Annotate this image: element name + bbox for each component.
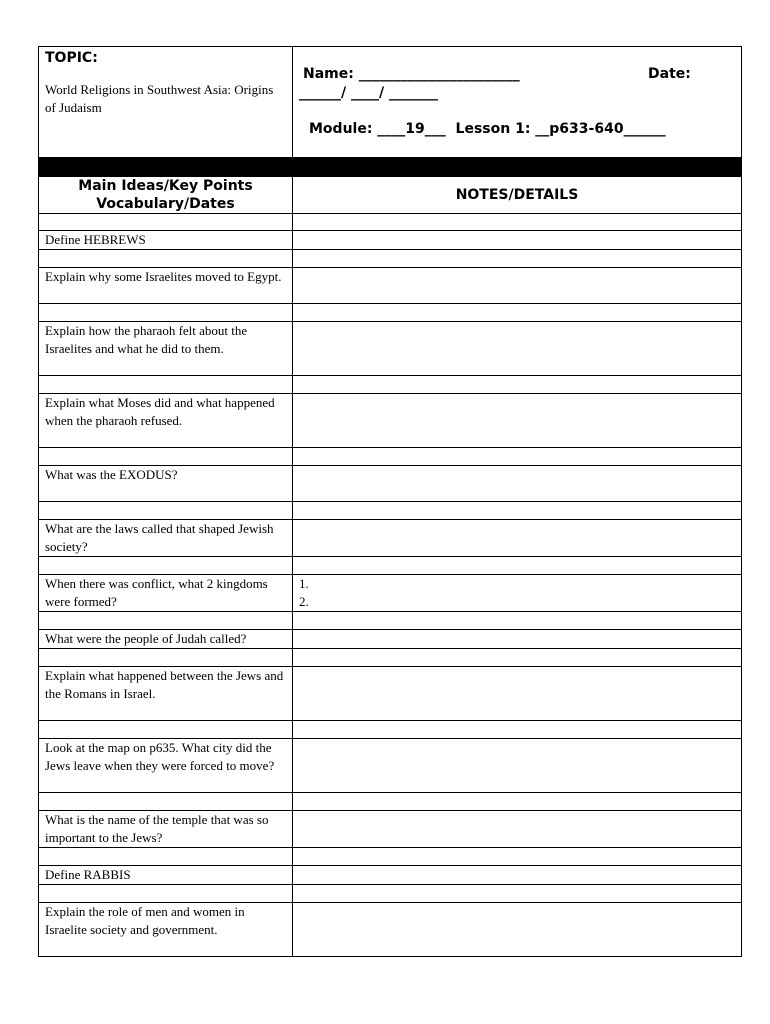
answer-cell[interactable] bbox=[293, 394, 742, 448]
notes-worksheet-table bbox=[38, 46, 742, 957]
question-text: What was the EXODUS? bbox=[39, 466, 293, 502]
question-row bbox=[39, 268, 742, 304]
question-rows bbox=[39, 214, 742, 957]
spacer-row bbox=[39, 250, 742, 268]
spacer-row bbox=[39, 214, 742, 231]
name-field[interactable]: Name: _______________________ bbox=[303, 66, 520, 82]
question-text: What is the name of the temple that was so important to the Jews? bbox=[39, 811, 293, 848]
question-row bbox=[39, 811, 742, 848]
spacer-row bbox=[39, 557, 742, 575]
answer-cell[interactable] bbox=[293, 231, 742, 250]
answer-cell[interactable] bbox=[293, 466, 742, 502]
question-text: Look at the map on p635. What city did the Jews leave when they were forced to move? bbox=[39, 739, 293, 793]
module-lesson-line: Module: ____19___ Lesson 1: __p633-640______ bbox=[309, 121, 666, 137]
question-text: Explain why some Israelites moved to Egypt. bbox=[39, 268, 293, 304]
topic-text: World Religions in Southwest Asia: Origins of Judaism bbox=[45, 82, 274, 115]
question-text: What were the people of Judah called? bbox=[39, 630, 293, 649]
answer-cell[interactable] bbox=[293, 739, 742, 793]
spacer-row bbox=[39, 376, 742, 394]
answer-cell[interactable] bbox=[293, 903, 742, 957]
question-text: Define RABBIS bbox=[39, 866, 293, 885]
spacer-row bbox=[39, 304, 742, 322]
question-row bbox=[39, 903, 742, 957]
answer-cell[interactable] bbox=[293, 811, 742, 848]
question-text: Explain the role of men and women in Israelite society and government. bbox=[39, 903, 293, 957]
question-row bbox=[39, 667, 742, 721]
topic-label: TOPIC: bbox=[45, 50, 98, 66]
question-text: Define HEBREWS bbox=[39, 231, 293, 250]
answer-cell[interactable] bbox=[293, 520, 742, 557]
question-row bbox=[39, 575, 742, 612]
question-row bbox=[39, 630, 742, 649]
question-row bbox=[39, 520, 742, 557]
student-info-cell bbox=[293, 47, 742, 158]
question-text: When there was conflict, what 2 kingdoms were formed? bbox=[39, 575, 293, 612]
question-row bbox=[39, 739, 742, 793]
spacer-row bbox=[39, 848, 742, 866]
answer-cell[interactable] bbox=[293, 322, 742, 376]
notes-details-header: NOTES/DETAILS bbox=[293, 177, 742, 214]
answer-cell[interactable] bbox=[293, 575, 742, 612]
answer-number: 1. bbox=[299, 576, 309, 591]
question-text: Explain how the pharaoh felt about the Israelites and what he did to them. bbox=[39, 322, 293, 376]
question-text: Explain what Moses did and what happened when the pharaoh refused. bbox=[39, 394, 293, 448]
answer-number: 2. bbox=[299, 594, 309, 609]
date-label: Date: bbox=[648, 66, 691, 82]
answer-cell[interactable] bbox=[293, 630, 742, 649]
topic-cell bbox=[39, 47, 293, 158]
column-header-row bbox=[39, 177, 742, 214]
spacer-row bbox=[39, 793, 742, 811]
answer-cell[interactable] bbox=[293, 667, 742, 721]
question-row bbox=[39, 466, 742, 502]
divider-bar bbox=[39, 158, 742, 177]
question-text: Explain what happened between the Jews and the Romans in Israel. bbox=[39, 667, 293, 721]
answer-cell[interactable] bbox=[293, 866, 742, 885]
question-row bbox=[39, 866, 742, 885]
spacer-row bbox=[39, 612, 742, 630]
question-text: What are the laws called that shaped Jewish society? bbox=[39, 520, 293, 557]
spacer-row bbox=[39, 721, 742, 739]
date-field[interactable]: ______/ ____/ _______ bbox=[299, 85, 438, 101]
spacer-row bbox=[39, 502, 742, 520]
spacer-row bbox=[39, 649, 742, 667]
spacer-row bbox=[39, 448, 742, 466]
topic-row bbox=[39, 47, 742, 158]
spacer-row bbox=[39, 885, 742, 903]
question-row bbox=[39, 394, 742, 448]
question-row bbox=[39, 231, 742, 250]
main-ideas-header: Main Ideas/Key Points Vocabulary/Dates bbox=[39, 177, 293, 214]
question-row bbox=[39, 322, 742, 376]
answer-cell[interactable] bbox=[293, 268, 742, 304]
